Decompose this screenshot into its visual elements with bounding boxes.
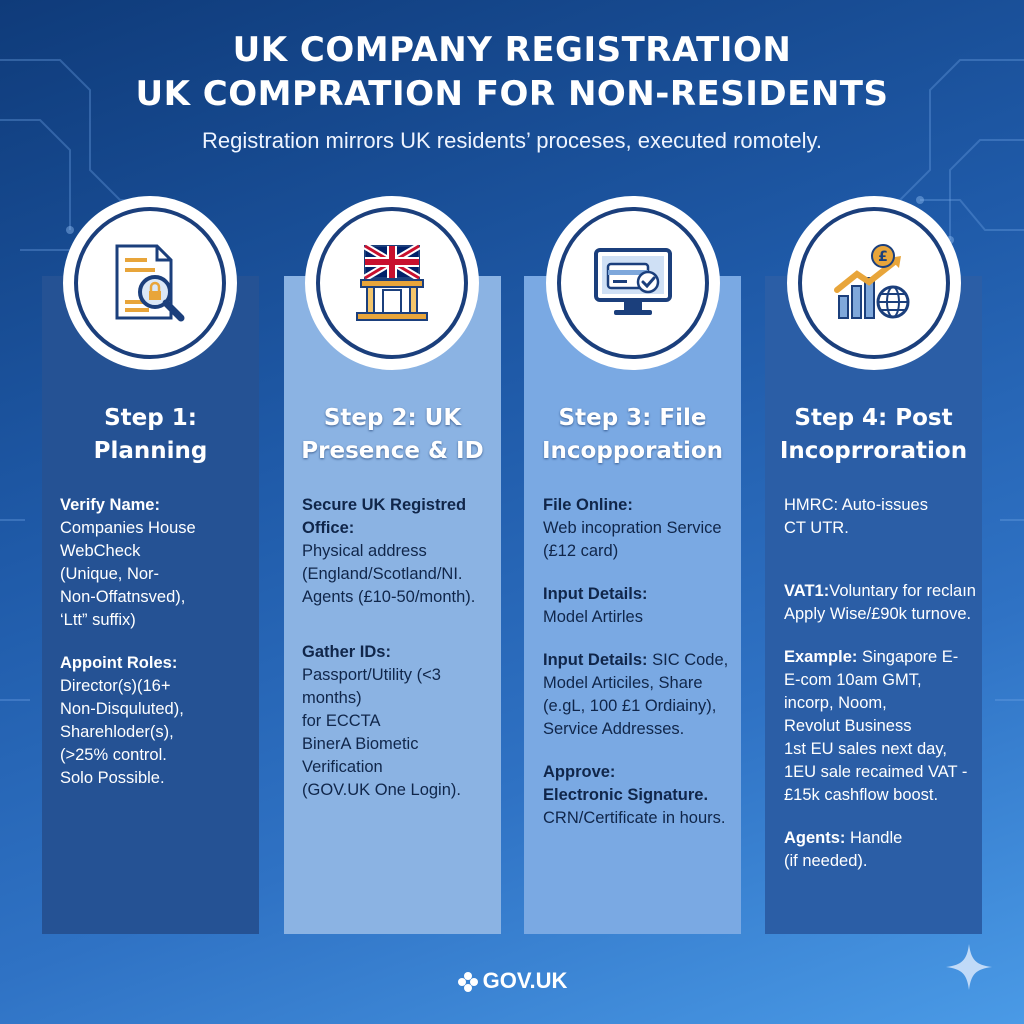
title-line-1: UK COMPANY REGISTRATION — [232, 30, 792, 70]
svg-text:£: £ — [878, 249, 888, 265]
step-2-title: Step 2: UK Presence & ID — [301, 405, 484, 464]
step-4-title: Step 4: Post Incoprroration — [779, 405, 968, 464]
step-1-title: Step 1: Planning — [93, 405, 208, 464]
page-title — [0, 28, 1024, 116]
agents-block: Agents: Handle (if needed). — [784, 829, 903, 870]
step-1-badge — [63, 196, 237, 370]
step-4-content — [784, 494, 1004, 893]
document-search-lock-icon — [105, 238, 195, 328]
file-online-block: File Online: Web incopration Service (£12 card) — [543, 496, 722, 560]
vat-block: VAT1:Voluntary for reclaın Apply Wise/£90k turnove. — [784, 582, 976, 623]
approve-block: Approve: Electronic Signature. CRN/Certificate in hours. — [543, 763, 726, 827]
header — [0, 28, 1024, 154]
input-details-block-1: Input Details: Model Artirles — [543, 585, 648, 626]
gov-uk-crown-icon — [457, 971, 479, 993]
page-subtitle: Registration mirrors UK residents’ proceses, executed romotely. — [202, 128, 822, 153]
gather-ids-block: Gather IDs: Passport/Utility (<3 months) for ECCTA BinerA Biometic Verification (GOV.UK One Login). — [302, 643, 461, 799]
appoint-roles-block: Appoint Roles: Director(s)(16+ Non-Disquluted), Sharehlоder(s), (>25% control. Solo Possible. — [60, 654, 184, 787]
verify-name-block: Verify Name: Companies House WebCheck (Unique, Nor- Non-Offatnsved), ‘Ltt” suffix) — [60, 496, 196, 629]
title-line-2: UK COMPRATION FOR NON-RESIDENTS — [135, 74, 889, 114]
step-3-badge — [546, 196, 720, 370]
input-details-block-2: Input Details: SIC Code, Model Articiles, Share (e.gL, 100 £1 Ordiainy), Service Addresses. — [543, 651, 729, 738]
step-2-badge — [305, 196, 479, 370]
footer-brand — [0, 968, 1024, 994]
step-2-content — [302, 494, 498, 822]
monitor-card-check-icon — [588, 238, 678, 328]
step-3-content — [543, 494, 739, 850]
example-block: Example: Singapore E- E-com 10am GMT, incorp, Noom, Revolut Business 1st EU sales next day, 1EU sale recaimed VAT - £15k cashflow boost. — [784, 648, 968, 804]
footer-brand-text: GOV.UK — [482, 968, 568, 993]
registered-office-block: Secure UK Registred Office: Physical address (England/Scotland/NI. Agents (£10-50/month). — [302, 496, 476, 606]
step-3-title: Step 3: File Incopporation — [541, 405, 723, 464]
sparkle-icon — [944, 942, 994, 992]
step-4-badge — [787, 196, 961, 370]
uk-flag-building-icon — [347, 238, 437, 328]
step-1-content — [60, 494, 256, 810]
growth-chart-pound-globe-icon — [829, 238, 919, 328]
hmrc-block: HMRC: Auto-issues CT UTR. — [784, 496, 928, 537]
